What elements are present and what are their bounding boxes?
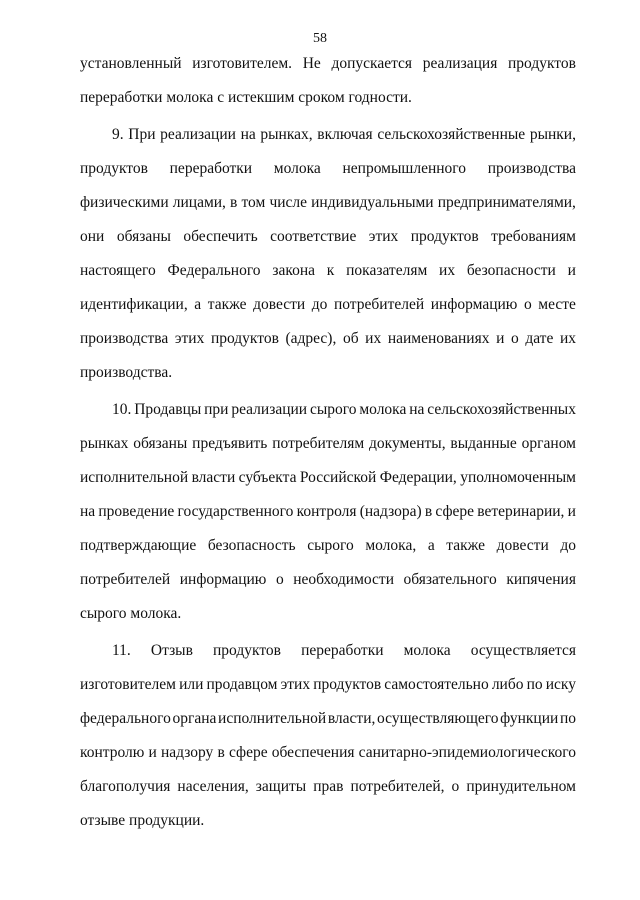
- word: ветеринарии,: [477, 503, 565, 520]
- word: реализация: [422, 55, 498, 72]
- text: переработки молока с истекшим сроком годности.: [80, 89, 412, 106]
- word: осуществляющего: [377, 710, 499, 727]
- word: идентификации,: [80, 296, 188, 313]
- word: непромышленного: [342, 160, 467, 177]
- word: рынки,: [529, 126, 576, 143]
- word: потребителей,: [350, 778, 445, 795]
- text-line: [80, 322, 576, 356]
- word: самостоятельно: [384, 676, 489, 693]
- word: При: [128, 126, 156, 143]
- word: продуктов: [213, 642, 281, 659]
- word: на: [80, 503, 96, 520]
- text-line: [80, 152, 576, 186]
- word: к: [326, 262, 335, 279]
- word: переработки: [169, 160, 253, 177]
- word: Российской: [299, 469, 377, 486]
- word: 11.: [112, 642, 131, 659]
- word: уполномоченным: [460, 469, 576, 486]
- word: кипячения: [506, 571, 576, 588]
- text-line: [80, 288, 576, 322]
- word: по: [526, 676, 543, 693]
- word: или: [179, 676, 204, 693]
- text-line: [80, 461, 576, 495]
- word: документы,: [369, 435, 446, 452]
- word: продуктов: [508, 55, 576, 72]
- paragraph-10: [80, 393, 576, 631]
- word: сфере: [435, 503, 475, 520]
- text-line: [80, 529, 576, 563]
- word: защиты: [255, 778, 307, 795]
- word: производства: [80, 330, 169, 347]
- word: органом: [521, 435, 576, 452]
- word: санитарно-эпидемиологического: [358, 744, 576, 761]
- word: сельскохозяйственных: [427, 401, 576, 418]
- word: населения,: [177, 778, 249, 795]
- word: и: [567, 262, 576, 279]
- text-line: [80, 47, 576, 81]
- word: в: [230, 194, 238, 211]
- word: власти,: [327, 710, 376, 727]
- word: настоящего: [80, 262, 156, 279]
- word: их: [439, 262, 456, 279]
- word: власти: [191, 469, 236, 486]
- word: допускается: [331, 55, 413, 72]
- word: молока: [273, 160, 321, 177]
- word: контролю: [80, 744, 145, 761]
- word: сырого: [309, 401, 357, 418]
- text-line-last: [80, 597, 576, 631]
- word: и: [567, 503, 576, 520]
- word: о: [451, 778, 460, 795]
- word: дате: [525, 330, 554, 347]
- word: функции: [500, 710, 559, 727]
- word: молока: [403, 642, 451, 659]
- word: Не: [302, 55, 321, 72]
- word: (надзора): [359, 503, 422, 520]
- word: подтверждающие: [80, 537, 197, 554]
- word: 9.: [112, 126, 124, 143]
- word: изготовителем.: [192, 55, 293, 72]
- word: предъявить: [192, 435, 268, 452]
- word: контроля: [296, 503, 357, 520]
- word: исполнительной: [80, 469, 189, 486]
- word: а: [194, 296, 202, 313]
- text-line: [80, 563, 576, 597]
- word: также: [446, 537, 486, 554]
- text-line: [80, 634, 576, 668]
- word: проведение: [98, 503, 175, 520]
- text-line: [80, 668, 576, 702]
- word: этих: [280, 676, 311, 693]
- text: сырого молока.: [80, 605, 182, 622]
- word: сфере: [228, 744, 268, 761]
- word: государственного: [177, 503, 294, 520]
- word: и: [496, 330, 505, 347]
- word: обеспечения: [271, 744, 355, 761]
- word: Продавцы: [134, 401, 202, 418]
- word: осуществляется: [470, 642, 576, 659]
- text-line: [80, 118, 576, 152]
- word: информацию: [430, 296, 518, 313]
- text: производства.: [80, 364, 173, 381]
- word: том: [241, 194, 266, 211]
- text-line-last: [80, 356, 576, 390]
- word: обязаны: [116, 228, 171, 245]
- word: необходимости: [293, 571, 394, 588]
- word: установленный: [80, 55, 182, 72]
- word: включая: [317, 126, 373, 143]
- word: потребителей: [333, 296, 425, 313]
- word: реализации: [160, 126, 236, 143]
- word: по: [559, 710, 576, 727]
- word: производства: [487, 160, 576, 177]
- text-line: [80, 220, 576, 254]
- text-line: [80, 770, 576, 804]
- word: лицами,: [172, 194, 226, 211]
- word: физическими: [80, 194, 169, 211]
- word: потребителям: [272, 435, 365, 452]
- word: об: [342, 330, 359, 347]
- word: наименованиях: [387, 330, 490, 347]
- word: 10.: [112, 401, 132, 418]
- word: довести: [496, 537, 549, 554]
- word: изготовителем: [80, 676, 176, 693]
- word: субъекта: [238, 469, 297, 486]
- paragraph-continuation: [80, 47, 576, 115]
- text-line-last: [80, 804, 576, 838]
- word: благополучия: [80, 778, 171, 795]
- word: рынках: [80, 435, 129, 452]
- word: информацию: [179, 571, 267, 588]
- text-line: [80, 254, 576, 288]
- text: отзыве продукции.: [80, 812, 205, 829]
- word: надзору: [160, 744, 214, 761]
- word: закона: [272, 262, 316, 279]
- word: на: [240, 126, 256, 143]
- word: прав: [313, 778, 344, 795]
- word: их: [365, 330, 382, 347]
- word: молока,: [365, 537, 417, 554]
- word: предпринимателями,: [437, 194, 576, 211]
- word: о: [275, 571, 284, 588]
- word: они: [80, 228, 105, 245]
- page-number: 58: [313, 31, 327, 46]
- word: требованиям: [491, 228, 576, 245]
- text-line: [80, 427, 576, 461]
- word: этих: [368, 228, 399, 245]
- word: до: [560, 537, 576, 554]
- text-line: [80, 186, 576, 220]
- word: сырого: [307, 537, 354, 554]
- word: органа: [172, 710, 217, 727]
- word: (адрес),: [285, 330, 337, 347]
- word: обеспечить: [183, 228, 258, 245]
- word: обязаны: [133, 435, 188, 452]
- word: индивидуальными: [311, 194, 434, 211]
- word: продуктов: [313, 676, 382, 693]
- word: в: [217, 744, 225, 761]
- word: их: [559, 330, 576, 347]
- word: исполнительной: [218, 710, 327, 727]
- word: о: [523, 296, 532, 313]
- document-body: [80, 47, 576, 838]
- word: обязательного: [403, 571, 497, 588]
- text-line: [80, 702, 576, 736]
- word: безопасности: [466, 262, 556, 279]
- word: о: [510, 330, 519, 347]
- word: безопасность: [207, 537, 296, 554]
- text-line: [80, 393, 576, 427]
- word: иску: [545, 676, 576, 693]
- word: продуктов: [80, 160, 148, 177]
- word: либо: [491, 676, 524, 693]
- word: до: [311, 296, 328, 313]
- word: Федерации,: [379, 469, 457, 486]
- text-line-last: [80, 81, 576, 115]
- word: реализации: [231, 401, 308, 418]
- word: также: [207, 296, 247, 313]
- word: молока: [359, 401, 407, 418]
- word: соответствие: [270, 228, 357, 245]
- word: федерального: [80, 710, 171, 727]
- word: потребителей: [80, 571, 171, 588]
- word: довести: [253, 296, 306, 313]
- word: и: [148, 744, 157, 761]
- word: на: [409, 401, 425, 418]
- word: числе: [269, 194, 308, 211]
- word: месте: [538, 296, 576, 313]
- word: показателям: [346, 262, 428, 279]
- word: продуктов: [410, 228, 479, 245]
- word: в: [424, 503, 433, 520]
- word: а: [427, 537, 435, 554]
- word: этих: [174, 330, 205, 347]
- word: Федерального: [167, 262, 261, 279]
- word: сельскохозяйственные: [377, 126, 526, 143]
- text-line: [80, 495, 576, 529]
- word: продавцом: [206, 676, 278, 693]
- word: выданные: [450, 435, 517, 452]
- word: принудительном: [466, 778, 576, 795]
- text-line: [80, 736, 576, 770]
- word: рынках,: [260, 126, 313, 143]
- word: переработки: [301, 642, 384, 659]
- paragraph-11: [80, 634, 576, 838]
- word: Отзыв: [150, 642, 193, 659]
- paragraph-9: [80, 118, 576, 390]
- word: при: [204, 401, 229, 418]
- word: продуктов: [210, 330, 279, 347]
